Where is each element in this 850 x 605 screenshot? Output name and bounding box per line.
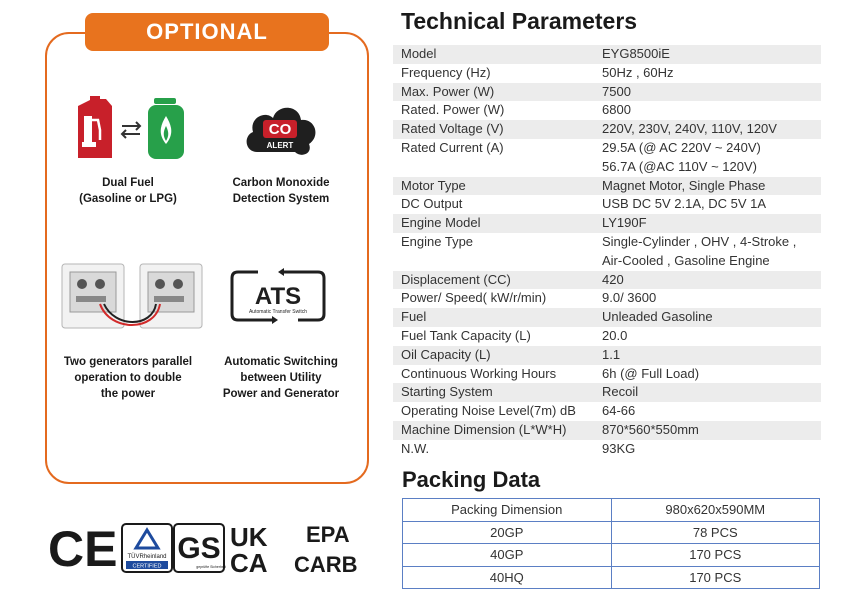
gs-text: GS	[177, 532, 221, 565]
tech-row	[393, 383, 821, 402]
tech-row-label: Max. Power (W)	[401, 83, 495, 99]
tech-row-value: 9.0/ 3600	[602, 290, 657, 306]
ats-caption: Automatic Switching between Utility Power and Generator	[222, 356, 340, 400]
tech-row-label: Frequency (Hz)	[401, 64, 491, 80]
tech-row	[393, 346, 821, 365]
tech-row-value: 29.5A (@ AC 220V ~ 240V) 56.7A (@AC 110V ~ 120V)	[602, 139, 761, 174]
tech-row-value: 870*560*550mm	[602, 421, 699, 437]
tech-row	[393, 402, 821, 421]
tech-row	[393, 308, 821, 327]
tech-row-label: Motor Type	[401, 177, 466, 193]
packing-data-table	[402, 498, 820, 589]
dual-fuel-caption: Dual Fuel (Gasoline or LPG)	[79, 177, 177, 205]
tech-row-value: 7500	[602, 83, 631, 99]
packing-cell-value: 170 PCS	[611, 544, 820, 567]
tech-row-value: 1.1	[602, 346, 621, 362]
tech-row-value: 220V, 230V, 240V, 110V, 120V	[602, 121, 777, 137]
tech-row-label: Operating Noise Level(7m) dB	[401, 403, 576, 419]
tech-row	[393, 45, 821, 64]
gs-small-text: geprüfte Sicherheit	[196, 565, 226, 569]
tech-row	[393, 64, 821, 83]
tech-row-label: Engine Type	[401, 233, 474, 249]
packing-data-title: Packing Data	[402, 467, 541, 492]
tech-row-label: Model	[401, 46, 437, 61]
tech-row	[393, 177, 821, 196]
gs-mark-icon	[174, 524, 226, 572]
tech-row	[393, 440, 821, 459]
tech-row	[393, 139, 821, 177]
tech-row-value: 20.0	[602, 327, 628, 343]
tech-row-label: DC Output	[401, 196, 463, 212]
tech-row-value: LY190F	[602, 215, 647, 231]
tech-row-value: Single-Cylinder , OHV , 4-Stroke , Air-Cooled , Gasoline Engine	[602, 233, 797, 268]
tech-row-label: Oil Capacity (L)	[401, 346, 491, 362]
tech-row-value: 6h (@ Full Load)	[602, 365, 700, 381]
tech-row-value: 6800	[602, 102, 631, 118]
packing-cell-value: 170 PCS	[611, 566, 820, 589]
tech-row	[393, 327, 821, 346]
tech-row	[393, 365, 821, 384]
packing-row	[403, 544, 820, 567]
tech-row	[393, 195, 821, 214]
tuv-certified-icon	[122, 524, 172, 572]
tech-row-label: Engine Model	[401, 215, 481, 231]
tech-row-value: Magnet Motor, Single Phase	[602, 177, 766, 193]
packing-cell-value: 78 PCS	[611, 521, 820, 544]
technical-parameters-table	[393, 45, 821, 459]
optional-header: OPTIONAL	[85, 13, 329, 51]
tech-row-value: 420	[602, 271, 624, 287]
co-badge-text: CO	[268, 121, 292, 138]
dual-fuel-icon	[70, 96, 200, 162]
tech-row-label: Fuel Tank Capacity (L)	[401, 327, 531, 343]
tech-row-value: 64-66	[602, 403, 636, 419]
tech-row	[393, 120, 821, 139]
tech-row-label: Starting System	[401, 384, 493, 400]
technical-parameters-title: Technical Parameters	[401, 8, 638, 34]
ukca-mark-icon	[230, 522, 268, 578]
tech-row	[393, 214, 821, 233]
parallel-caption: Two generators parallel operation to double the power	[63, 356, 193, 400]
packing-row	[403, 521, 820, 544]
parallel-generators-icon	[60, 262, 205, 334]
tech-row-value: Recoil	[602, 384, 639, 400]
dual-fuel-feature	[70, 96, 200, 162]
tech-row	[393, 101, 821, 120]
tech-row-label: Fuel	[401, 309, 427, 325]
packing-cell-label: 40GP	[403, 544, 612, 567]
tech-row-label: Machine Dimension (L*W*H)	[401, 421, 567, 437]
ats-feature	[228, 268, 328, 324]
ukca-bottom-text: CA	[230, 548, 268, 578]
tech-row-value: EYG8500iE	[602, 46, 670, 61]
ats-icon	[228, 268, 328, 324]
co-alert-feature	[243, 100, 319, 160]
ats-small-text: Automatic Transfer Switch	[248, 309, 308, 315]
ats-badge-text: ATS	[254, 283, 302, 310]
carb-text: CARB	[294, 552, 358, 577]
co-detection-caption: Carbon Monoxide Detection System	[232, 177, 330, 205]
tuv-bottom-text: CERTIFIED	[132, 563, 162, 570]
tech-row-label: Rated Current (A)	[401, 139, 504, 155]
tech-row-label: Power/ Speed( kW/r/min)	[401, 290, 547, 306]
tech-row-value: 93KG	[602, 440, 636, 456]
certification-logos	[48, 520, 368, 578]
packing-cell-value: 980x620x590MM	[611, 499, 820, 522]
tech-row-value: 50Hz , 60Hz	[602, 64, 674, 80]
tech-row-label: N.W.	[401, 440, 430, 456]
tech-row	[393, 289, 821, 308]
cert-logos-svg	[48, 520, 368, 580]
tech-row	[393, 233, 821, 271]
packing-cell-label: Packing Dimension	[403, 499, 612, 522]
tuv-top-text: TÜVRheinland	[127, 554, 167, 560]
tech-row	[393, 271, 821, 290]
co-alert-icon	[243, 100, 319, 160]
tech-row-value: Unleaded Gasoline	[602, 309, 713, 325]
parallel-feature	[60, 262, 205, 334]
ce-text: CE	[48, 521, 118, 577]
tech-row-label: Rated Voltage (V)	[401, 121, 504, 137]
tech-row-value: USB DC 5V 2.1A, DC 5V 1A	[602, 196, 767, 212]
packing-cell-label: 40HQ	[403, 566, 612, 589]
packing-row	[403, 499, 820, 522]
tech-row-label: Continuous Working Hours	[401, 365, 557, 381]
ukca-top-text: UK	[230, 522, 268, 552]
packing-row	[403, 566, 820, 589]
tech-row	[393, 83, 821, 102]
tech-row-label: Displacement (CC)	[401, 271, 511, 287]
packing-cell-label: 20GP	[403, 521, 612, 544]
epa-text: EPA	[306, 522, 350, 547]
tech-row	[393, 421, 821, 440]
epa-carb-mark-icon	[294, 522, 358, 577]
ce-mark-icon	[48, 521, 117, 577]
tech-row-label: Rated. Power (W)	[401, 102, 505, 118]
alert-badge-text: ALERT	[266, 141, 294, 150]
